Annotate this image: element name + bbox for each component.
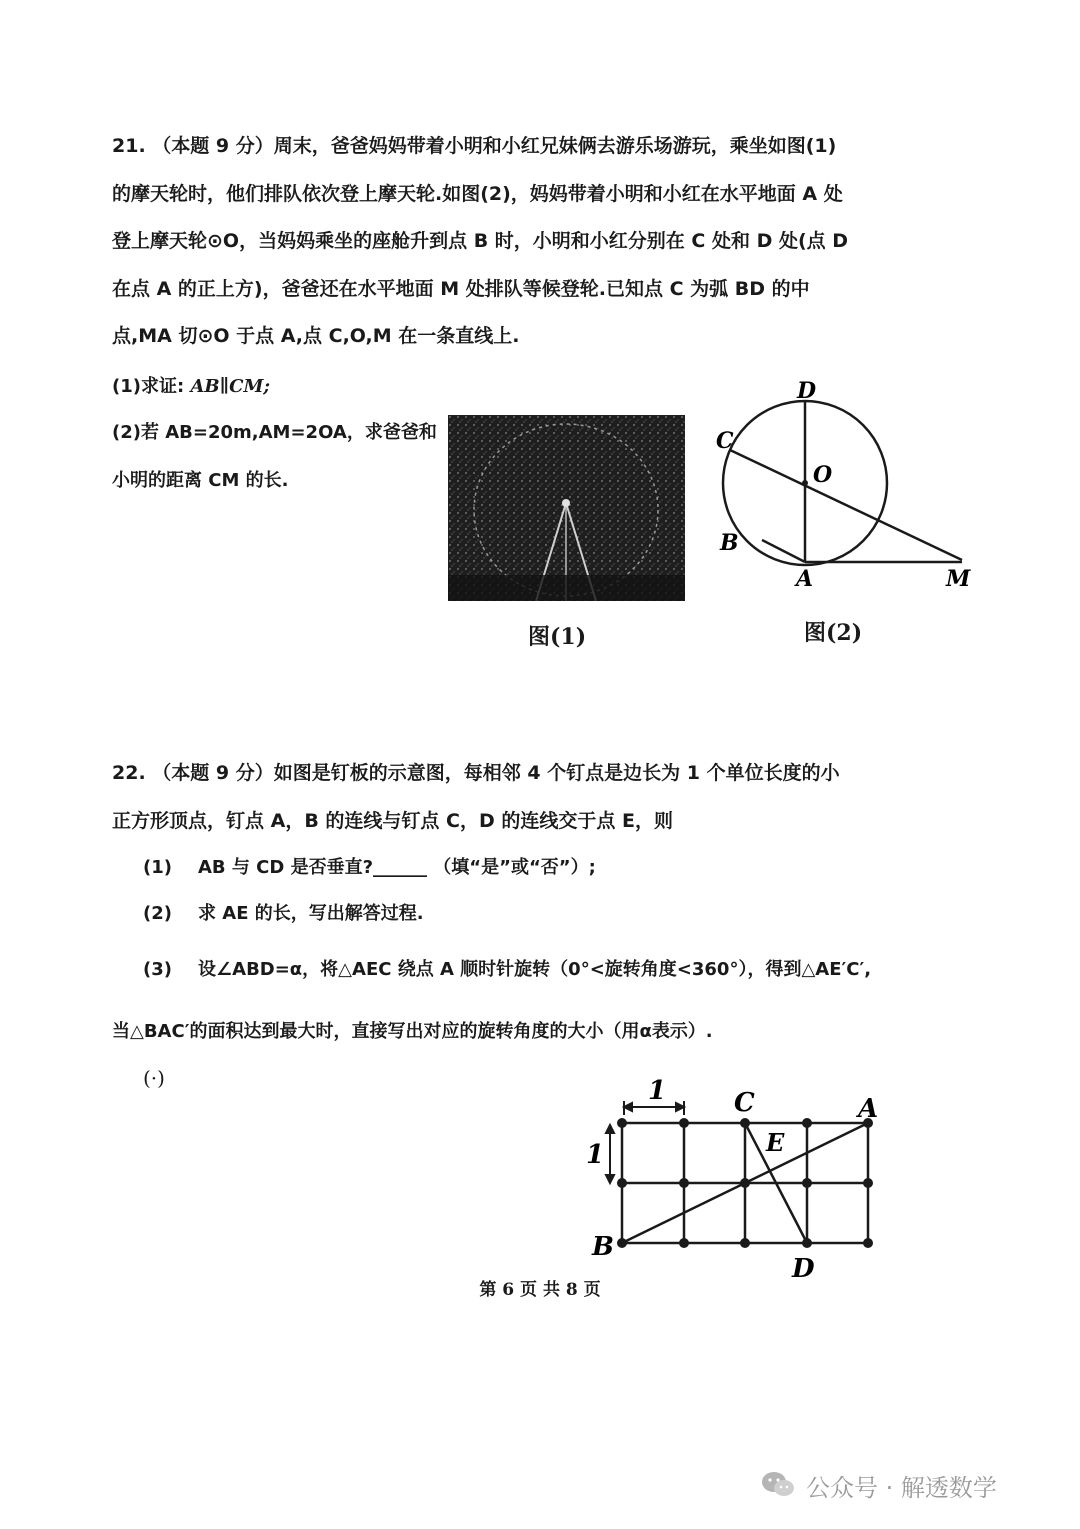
label-e: E <box>766 1128 785 1157</box>
line-cm <box>730 450 962 560</box>
label-m: M <box>946 566 971 592</box>
q22-p2-text: 求 AE 的长，写出解答过程. <box>198 903 424 924</box>
label-c: C <box>716 428 734 454</box>
q22-line-2: 正方形顶点，钉点 A，B 的连线与钉点 C，D 的连线交于点 E，则 <box>112 810 673 832</box>
label-a: A <box>796 566 814 592</box>
label-b: B <box>720 530 739 556</box>
page-number: 第 6 页 共 8 页 <box>479 1280 601 1300</box>
chord-ab <box>762 540 805 562</box>
watermark-text: 公众号 · 解透数学 <box>806 1473 997 1502</box>
label-a: A <box>858 1094 879 1124</box>
q22-p3-number: (3) <box>143 959 172 980</box>
q21-line-1: 21. （本题 9 分）周末，爸爸妈妈带着小明和小红兄妹俩去游乐场游玩，乘坐如图(1) <box>112 135 837 157</box>
caption-figure-1: 图(1) <box>528 624 587 650</box>
q21-line-3: 登上摩天轮⊙O，当妈妈乘坐的座舱升到点 B 时，小明和小红分别在 C 处和 D 处(点 D <box>112 230 849 252</box>
q21-line-2: 的摩天轮时，他们排队依次登上摩天轮.如图(2)，妈妈带着小明和小红在水平地面 A 处 <box>112 183 843 205</box>
q21-part1-math: AB∥CM; <box>190 376 271 397</box>
handwritten-mark: (·) <box>143 1066 165 1090</box>
q22-p3-text: 设∠ABD=α，将△AEC 绕点 A 顺时针旋转（0°<旋转角度<360°），得到△AE′C′, <box>198 959 872 980</box>
center-point <box>802 480 808 486</box>
label-unit-horizontal: 1 <box>648 1076 667 1106</box>
nail-board-figure <box>570 1075 890 1285</box>
label-d: D <box>792 1254 815 1284</box>
label-o: O <box>813 462 833 488</box>
label-unit-vertical: 1 <box>586 1140 605 1170</box>
watermark <box>760 1465 997 1505</box>
q21-line-4: 在点 A 的正上方)，爸爸还在水平地面 M 处排队等候登轮.已知点 C 为弧 BD 的中 <box>112 278 810 300</box>
q21-part1-prefix: (1)求证: <box>112 376 191 397</box>
caption-figure-2: 图(2) <box>804 620 863 646</box>
q21-part1 <box>112 375 270 399</box>
q22-p2-number: (2) <box>143 903 172 924</box>
q21-part2-line1: (2)若 AB=20m,AM=2OA，求爸爸和 <box>112 422 437 443</box>
q22-p3-continued: 当△BAC′的面积达到最大时，直接写出对应的旋转角度的大小（用α表示）. <box>112 1021 713 1042</box>
wechat-icon <box>760 1469 796 1501</box>
label-c: C <box>734 1088 755 1118</box>
ferris-wheel-photo <box>448 415 685 601</box>
circle-geometry-figure <box>700 370 990 600</box>
q22-line-1: 22. （本题 9 分）如图是钉板的示意图，每相邻 4 个钉点是边长为 1 个单位长度的小 <box>112 762 840 784</box>
q22-p1-text: AB 与 CD 是否垂直?______ （填“是”或“否”）; <box>198 857 596 878</box>
q22-p1-number: (1) <box>143 857 172 878</box>
label-d: D <box>797 378 817 404</box>
q21-line-5: 点,MA 切⊙O 于点 A,点 C,O,M 在一条直线上. <box>112 325 520 347</box>
label-b: B <box>592 1232 614 1262</box>
q21-part2-line2: 小明的距离 CM 的长. <box>112 470 289 491</box>
